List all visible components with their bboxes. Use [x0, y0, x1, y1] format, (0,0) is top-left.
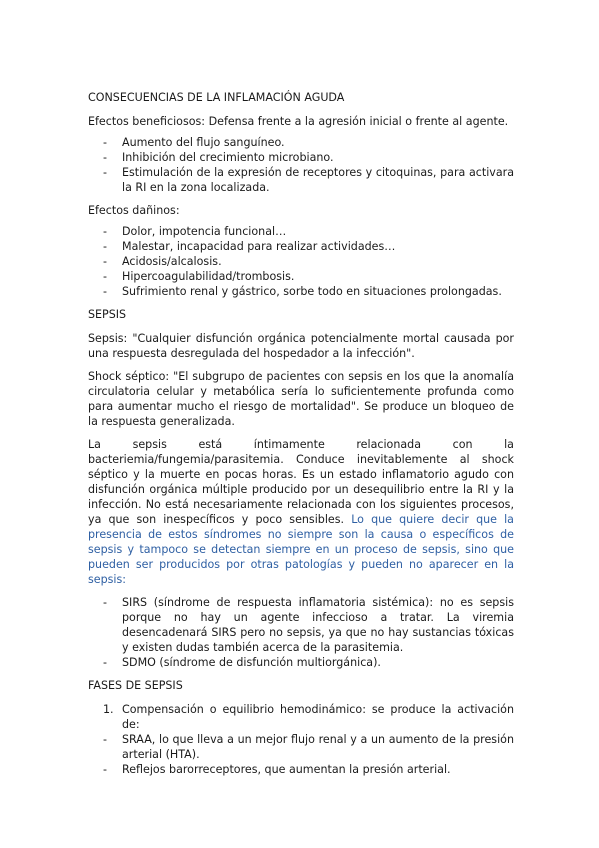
dash-bullet: - [103, 136, 108, 149]
dash-bullet: - [103, 596, 108, 609]
fases-list [88, 702, 514, 777]
list-item [88, 284, 514, 299]
list-item [88, 762, 514, 777]
list-item-text: Sufrimiento renal y gástrico, sorbe todo en situaciones prolongadas. [122, 285, 502, 298]
dash-bullet: - [103, 166, 108, 179]
sepsis-definition-paragraph: Sepsis: "Cualquier disfunción orgánica potencialmente mortal causada por una respuesta desregulada del hospedador a la infección". [88, 332, 514, 360]
list-item-text: Inhibición del crecimiento microbiano. [122, 151, 334, 164]
section-heading-fases: FASES DE SEPSIS [88, 679, 183, 692]
shock-definition-paragraph: Shock séptico: "El subgrupo de pacientes con sepsis en los que la anomalía circulatoria celular y metabólica sería lo suficientemente profunda como para aumentar mucho el riesgo de mortalidad". Se produce un bloqueo de la respuesta generalizada. [88, 370, 514, 428]
list-item-text: Aumento del flujo sanguíneo. [122, 136, 285, 149]
document-page [88, 90, 514, 785]
efectos-danos-label: Efectos dañinos: [88, 204, 180, 217]
beneficiosos-list [88, 135, 514, 195]
efectos-beneficiosos-paragraph: Efectos beneficiosos: Defensa frente a la agresión inicial o frente al agente. [88, 115, 509, 128]
list-item-text: Dolor, impotencia funcional… [122, 225, 287, 238]
section-heading-consecuencias: CONSECUENCIAS DE LA INFLAMACIÓN AGUDA [88, 91, 345, 104]
sepsis-related-list [88, 595, 514, 670]
list-item [88, 732, 514, 762]
dash-bullet: - [103, 270, 108, 283]
list-item-text: Estimulación de la expresión de receptores y citoquinas, para activara la RI en la zona localizada. [122, 166, 514, 194]
list-item [88, 269, 514, 284]
list-item-text: SRAA, lo que lleva a un mejor flujo renal y a un aumento de la presión arterial (HTA). [122, 733, 514, 761]
list-item-text: SDMO (síndrome de disfunción multiorgánica). [122, 656, 381, 669]
list-item-text: Acidosis/alcalosis. [122, 255, 222, 268]
dash-bullet: - [103, 733, 108, 746]
section-heading-sepsis: SEPSIS [88, 308, 127, 321]
list-item [88, 150, 514, 165]
list-item [88, 224, 514, 239]
dash-bullet: - [103, 151, 108, 164]
dash-bullet: - [103, 285, 108, 298]
list-item [88, 595, 514, 655]
sepsis-description-paragraph [88, 437, 514, 587]
list-item-text: Compensación o equilibrio hemodinámico: se produce la activación de: [122, 703, 514, 731]
list-item-text: Malestar, incapacidad para realizar actividades… [122, 240, 396, 253]
list-item-text: SIRS (síndrome de respuesta inflamatoria sistémica): no es sepsis porque no hay un agente infeccioso a tratar. La viremia desencadenará SIRS pero no sepsis, ya que no hay sustancias tóxicas y existen dudas también acerca de la parasitemia. [122, 596, 514, 654]
list-item [88, 655, 514, 670]
dash-bullet: - [103, 763, 108, 776]
list-item [88, 239, 514, 254]
list-item [88, 254, 514, 269]
list-item [88, 135, 514, 150]
dash-bullet: - [103, 255, 108, 268]
danos-list [88, 224, 514, 299]
dash-bullet: - [103, 656, 108, 669]
list-item [88, 165, 514, 195]
list-item-text: Reflejos barorreceptores, que aumentan la presión arterial. [122, 763, 451, 776]
dash-bullet: - [103, 225, 108, 238]
list-item [88, 702, 514, 732]
list-item-text: Hipercoagulabilidad/trombosis. [122, 270, 295, 283]
dash-bullet: - [103, 240, 108, 253]
number-bullet: 1. [103, 703, 114, 716]
sepsis-description-text: La sepsis está íntimamente relacionada con la bacteriemia/fungemia/parasitemia. Conduce inevitablemente al shock séptico y la muerte en pocas horas. Es un estado inflamatorio agudo con disfunción orgánica múltiple producido por un desequilibrio entre la RI y la infección. No está necesariamente relacionada con los siguientes procesos, ya que son inespecíficos y poco sensibles. [88, 438, 514, 526]
highlighted-note-text: Lo que quiere decir que la presencia de estos síndromes no siempre son la causa o específicos de sepsis y tampoco se detectan siempre en un proceso de sepsis, sino que pueden ser producidos por otras patologías y pueden no aparecer en la sepsis: [88, 513, 514, 586]
